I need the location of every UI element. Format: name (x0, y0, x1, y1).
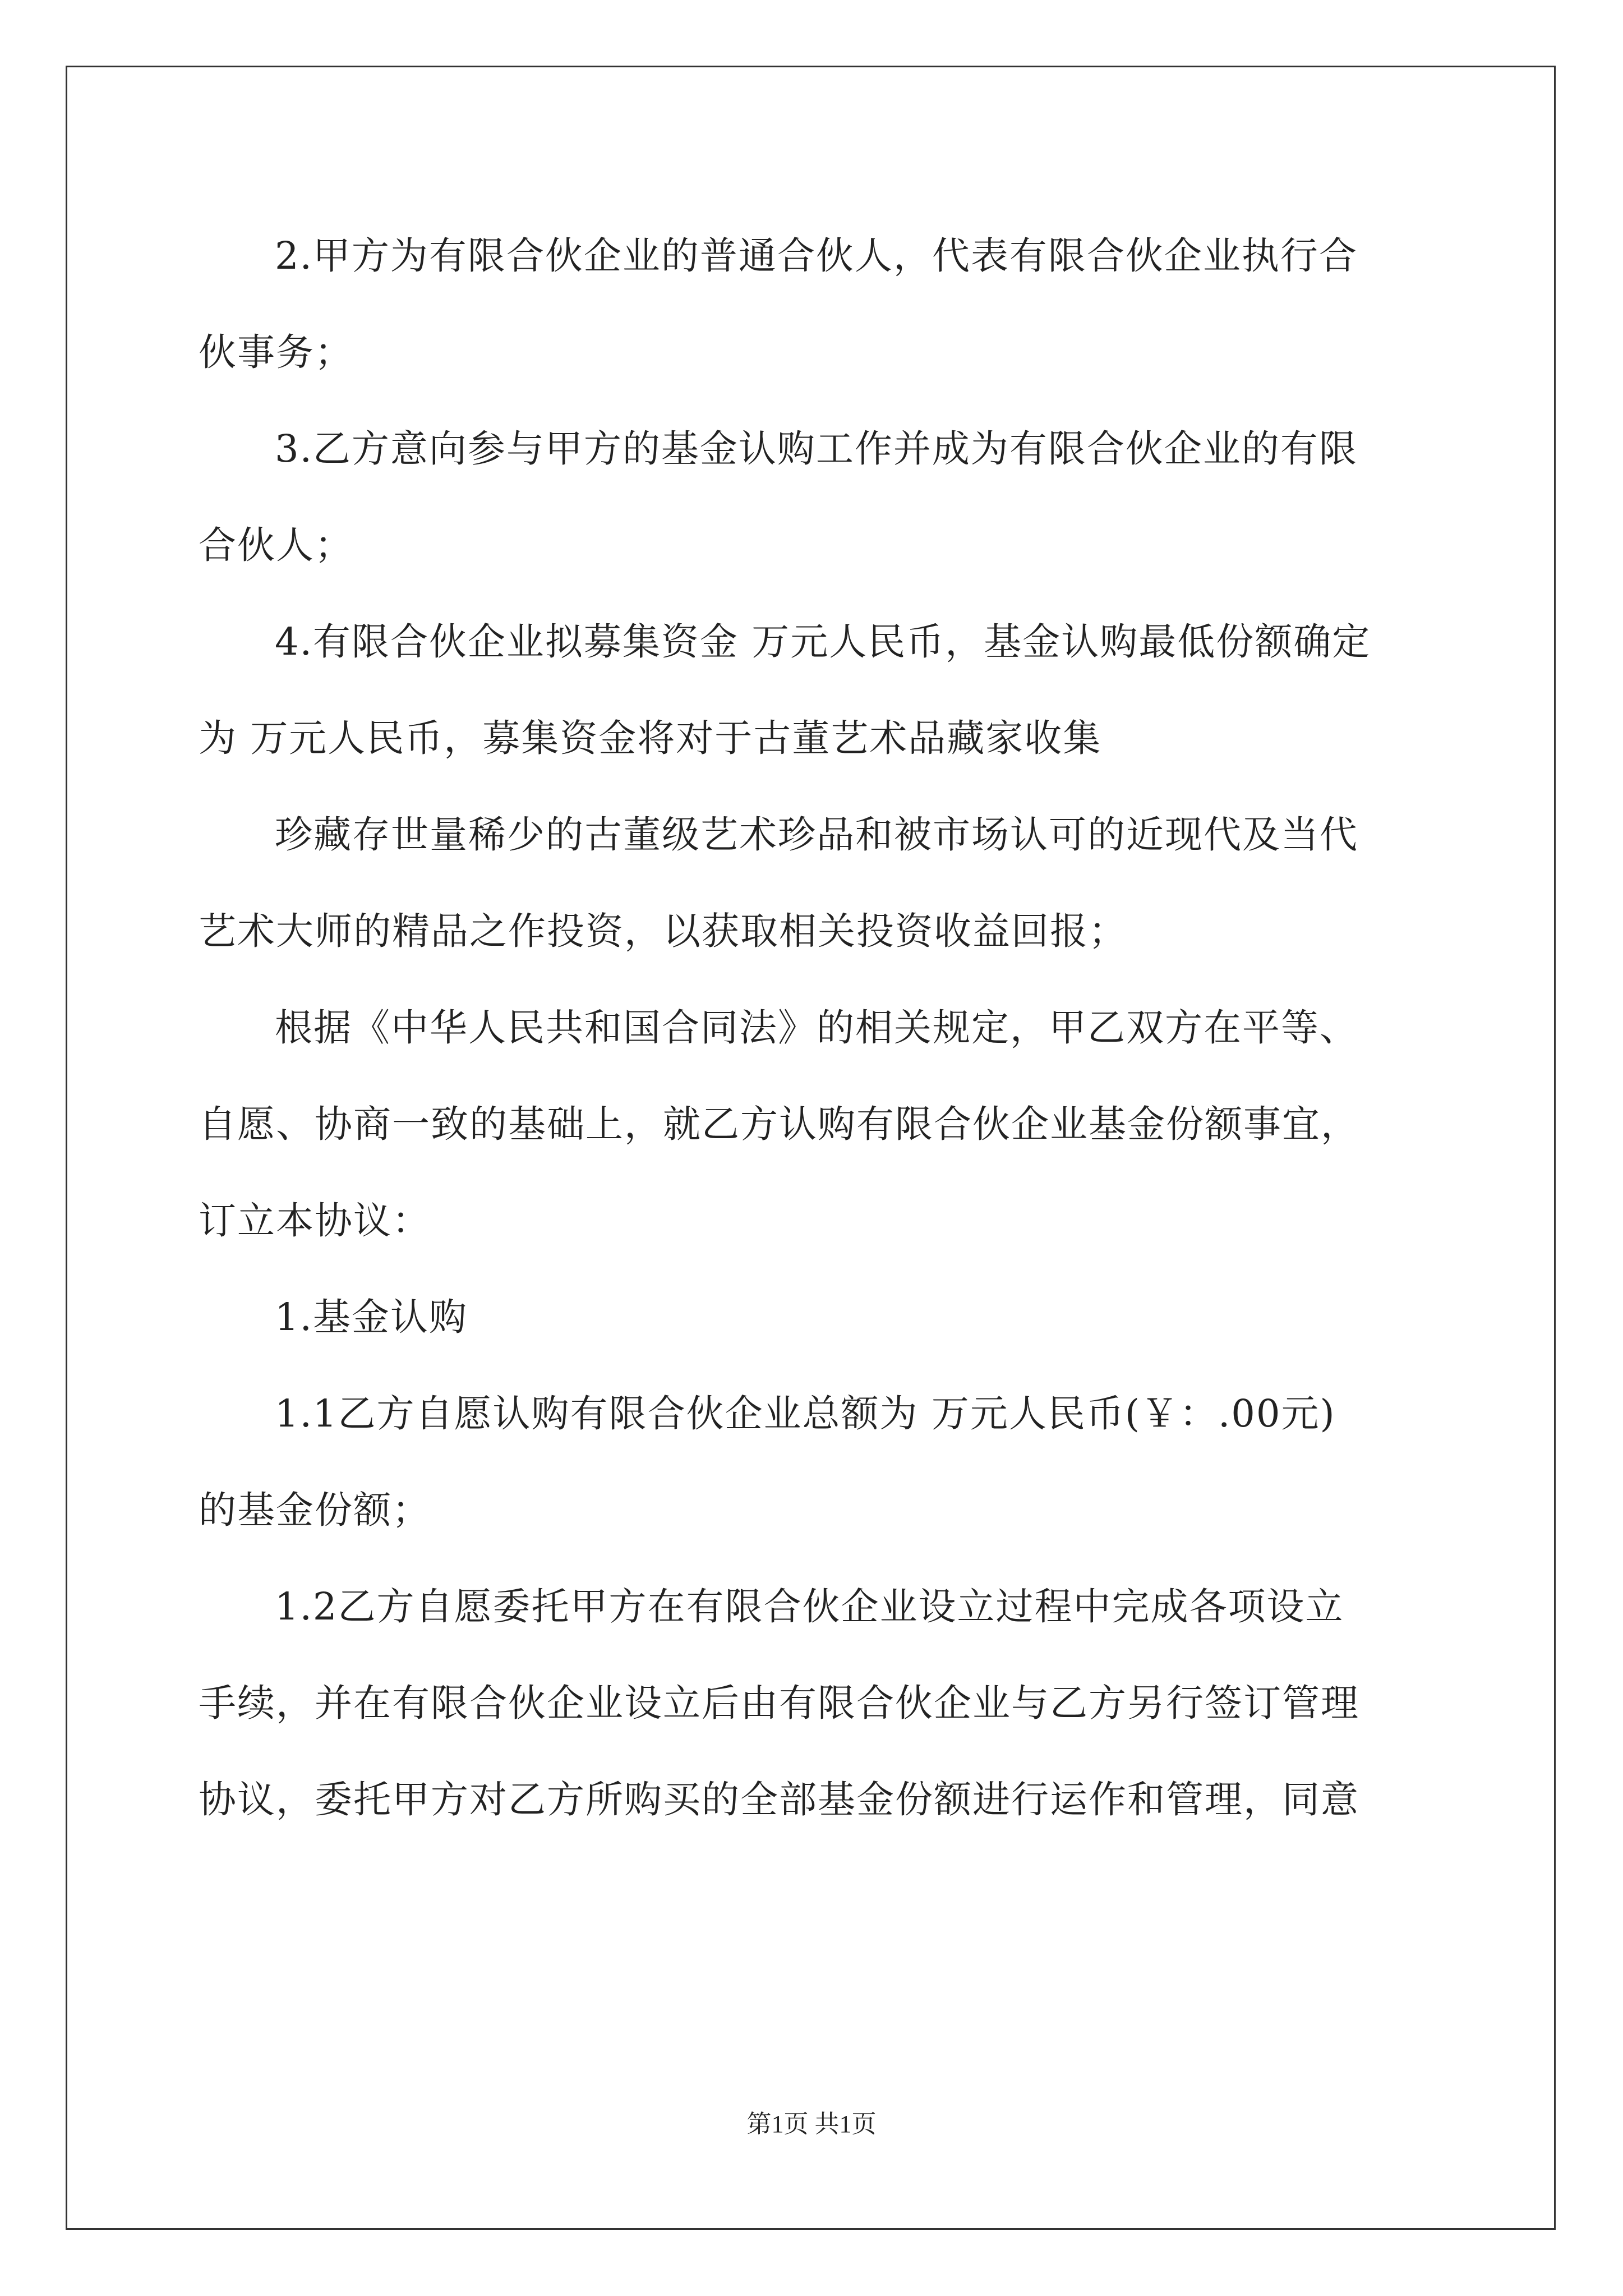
text-line: 手续，并在有限合伙企业设立后由有限合伙企业与乙方另行签订管理 (199, 1681, 1359, 1725)
text-line: 2.甲方为有限合伙企业的普通合伙人，代表有限合伙企业执行合 (275, 234, 1358, 278)
text-line: 3.乙方意向参与甲方的基金认购工作并成为有限合伙企业的有限 (275, 427, 1358, 471)
text-line: 订立本协议： (199, 1199, 431, 1243)
text-line: 合伙人； (199, 523, 353, 567)
section-heading: 1.基金认购 (275, 1295, 468, 1339)
text-line: 自愿、协商一致的基础上，就乙方认购有限合伙企业基金份额事宜， (199, 1102, 1359, 1146)
text-line: 艺术大师的精品之作投资，以获取相关投资收益回报； (199, 909, 1127, 953)
text-line: 协议，委托甲方对乙方所购买的全部基金份额进行运作和管理，同意 (199, 1778, 1359, 1821)
text-line: 伙事务； (199, 330, 353, 374)
text-line: 珍藏存世量稀少的古董级艺术珍品和被市场认可的近现代及当代 (275, 813, 1358, 857)
text-line: 1.1乙方自愿认购有限合伙企业总额为 万元人民币(￥：.00元) (275, 1392, 1336, 1435)
text-line: 4.有限合伙企业拟募集资金 万元人民币，基金认购最低份额确定 (275, 620, 1371, 664)
text-line: 为 万元人民币，募集资金将对于古董艺术品藏家收集 (199, 716, 1102, 760)
page-number-footer: 第1页 共1页 (746, 2110, 877, 2138)
text-line: 1.2乙方自愿委托甲方在有限合伙企业设立过程中完成各项设立 (275, 1585, 1344, 1628)
text-line: 根据《中华人民共和国合同法》的相关规定，甲乙双方在平等、 (275, 1006, 1358, 1050)
document-body (199, 208, 1427, 1848)
text-line: 的基金份额； (199, 1488, 431, 1532)
